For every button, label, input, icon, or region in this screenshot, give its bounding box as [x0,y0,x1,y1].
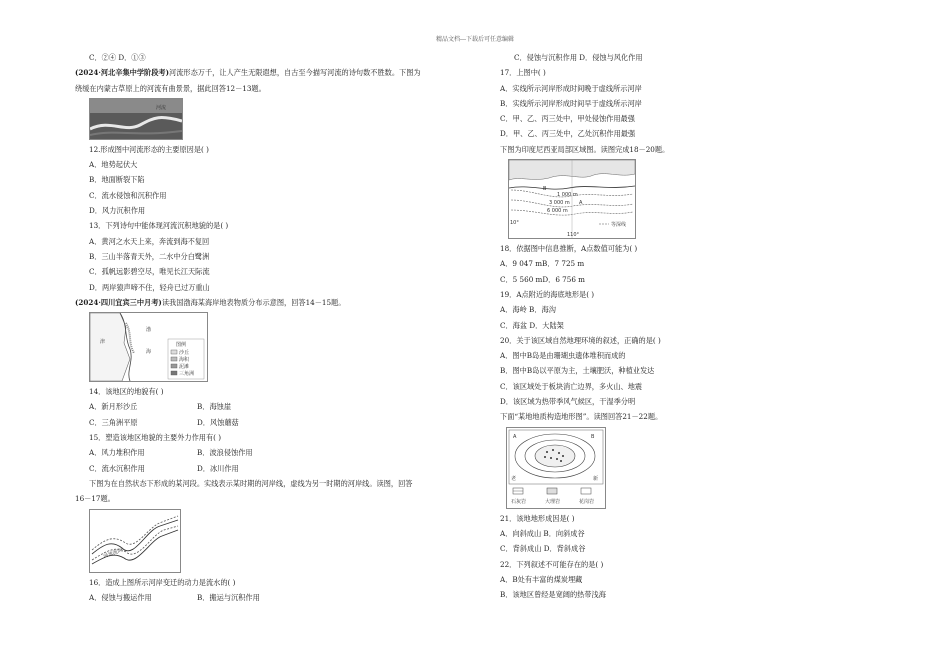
map-label: 老 [511,475,517,482]
intro-text: 下面“某地地质构造地形图”。读图回答21－22题。 [500,412,663,422]
option-b: B．图中B岛以平原为主，土壤肥沃，种植业发达 [500,366,655,376]
sea-label: 海 [146,349,152,356]
question-22: 22．下列叙述不可能存在的是( ) [500,559,604,569]
question-21: 21．该地地形成因是( ) [500,513,575,523]
option-d: D．冰川作用 [197,463,239,473]
option-c: C．三角洲平原 [89,417,138,427]
map-label: B [543,186,547,193]
question-17: 17．上图中( ) [500,68,546,78]
option-d: D．该区域为热带季风气候区，干湿季分明 [500,397,636,407]
option-a: A．黄河之水天上来，奔流到海不复回 [89,236,210,246]
fig-label: 河流 [156,104,167,111]
option-d: D．风力沉积作用 [89,206,146,216]
option-c: C．流水侵蚀和沉积作用 [89,190,167,200]
page-header: 精品文档---下载后可任意编辑 [435,36,515,43]
intro-text: 下图为印度尼西亚局部区域图。读图完成18－20题。 [500,144,670,154]
legend-item: 花岗岩 [579,498,595,505]
option-c: C．甲、乙、丙三处中，甲处侵蚀作用最强 [500,114,635,124]
question-19: 19．A点附近的海底地形是( ) [500,289,595,299]
legend-title: 图例 [176,342,187,349]
option-b: B．海蚀崖 [197,402,232,412]
river-photo [89,98,183,140]
option-a: A．图中B岛是由珊瑚虫遗体堆积而成的 [500,351,626,361]
option-b: B．地面断裂下陷 [89,175,145,185]
intro-text: 16－17题。 [75,494,115,504]
option-d: D．风蚀蘑菇 [197,417,239,427]
question-12: 12.形成图中河流形态的主要原因是( ) [89,144,209,154]
map-label: A [513,433,517,440]
city-label: 津 [100,339,106,346]
option-a: A．B处有丰富的煤炭埋藏 [500,574,583,584]
question-18: 18．依据图中信息推断，A点数值可能为( ) [500,244,638,254]
map-label: 1 000 m [557,192,578,199]
option-b: B．搬运与沉积作用 [197,592,260,602]
legend-item: 海积 [179,357,190,364]
option-ab: A．向斜成山 B．向斜成谷 [500,528,585,538]
map-legend: 等深线 [611,222,627,229]
option-line: C．②④ D．①③ [89,53,146,62]
right-column [500,50,880,602]
legend-item: 沙丘 [179,350,190,357]
question-14: 14．该地区的地貌有( ) [89,387,164,397]
option-d: D．两岸猿声啼不住，轻舟已过万重山 [89,282,210,292]
option-cd: C．5 560 mD．6 756 m [500,274,585,284]
option-c: C．流水沉积作用 [89,463,145,473]
map-lon: 110° [567,232,580,239]
indonesia-map [508,159,636,239]
option-b: B．三山半落青天外，二水中分白鹭洲 [89,251,210,261]
map-label: A [579,200,583,207]
left-column [75,50,470,605]
fig-label: 河流流向 [102,546,124,560]
map-label: 6 000 m [547,208,568,215]
option-c: C．孤帆远影碧空尽，唯见长江天际流 [89,267,210,277]
question-20: 20．关于该区域自然地理环境的叙述，正确的是( ) [500,335,661,345]
option-a: A．侵蚀与搬运作用 [89,592,152,602]
question-16: 16．造成上图所示河岸变迁的动力是流水的( ) [89,577,236,587]
question-13: 13．下列诗句中能体现河流沉积地貌的是( ) [89,221,229,231]
option-a: A．地势起伏大 [89,160,138,170]
option-cd: C．海盆 D．大陆架 [500,320,564,330]
option-b: B．波浪侵蚀作用 [197,448,253,458]
sea-label: 渤 [146,327,152,334]
river-bank-diagram [89,509,181,573]
source-label: (2024·河北辛集中学阶段考) [75,68,169,78]
intro-text: 读我国渤海某海岸地表物质分布示意图，回答14－15题。 [161,297,346,307]
intro-text: 绕缓在内蒙古草原上的河流有曲景景，据此回答12－13题。 [75,83,266,93]
geology-map [506,427,606,509]
map-label: B [591,433,595,440]
option-a: A．新月形沙丘 [89,402,138,412]
legend-item: 大理岩 [545,498,561,505]
map-label: 3 000 m [549,200,570,207]
map-label: 新 [593,475,599,482]
legend-item: 石灰岩 [511,498,527,505]
option-a: A．风力堆积作用 [89,448,145,458]
legend-item: 三角洲 [179,371,195,378]
intro-text: 河流形态万千，让人产生无限遐想，自古至今描写河流的诗句数不胜数。下图为 [169,68,421,78]
option-b: B．该地区曾经是宽阔的热带浅海 [500,590,606,600]
option-c: C．该区域处于板块消亡边界，多火山、地震 [500,381,643,391]
question-15: 15．塑造该地区地貌的主要外力作用有( ) [89,433,222,443]
option-a: A．实线所示河岸形成时间晚于虚线所示河岸 [500,83,642,93]
option-b: B．实线所示河岸形成时间早于虚线所示河岸 [500,98,642,108]
coast-map [89,312,208,382]
option-line: C．侵蚀与沉积作用 D．侵蚀与风化作用 [514,53,643,62]
map-lat: 10° [510,220,519,227]
option-ab: A．海岭 B．海沟 [500,305,556,315]
option-cd: C．背斜成山 D．背斜成谷 [500,544,586,554]
source-label: (2024·四川宜宾三中月考) [75,297,162,307]
intro-text: 下图为在自然状态下形成的某河段。实线表示某时期的河岸线，虚线为另一时期的河岸线。读图，回答 [89,478,413,488]
option-ab: A．9 047 mB．7 725 m [500,259,585,269]
legend-item: 泥滩 [179,364,190,371]
option-d: D．甲、乙、丙三处中，乙处沉积作用最强 [500,129,636,139]
